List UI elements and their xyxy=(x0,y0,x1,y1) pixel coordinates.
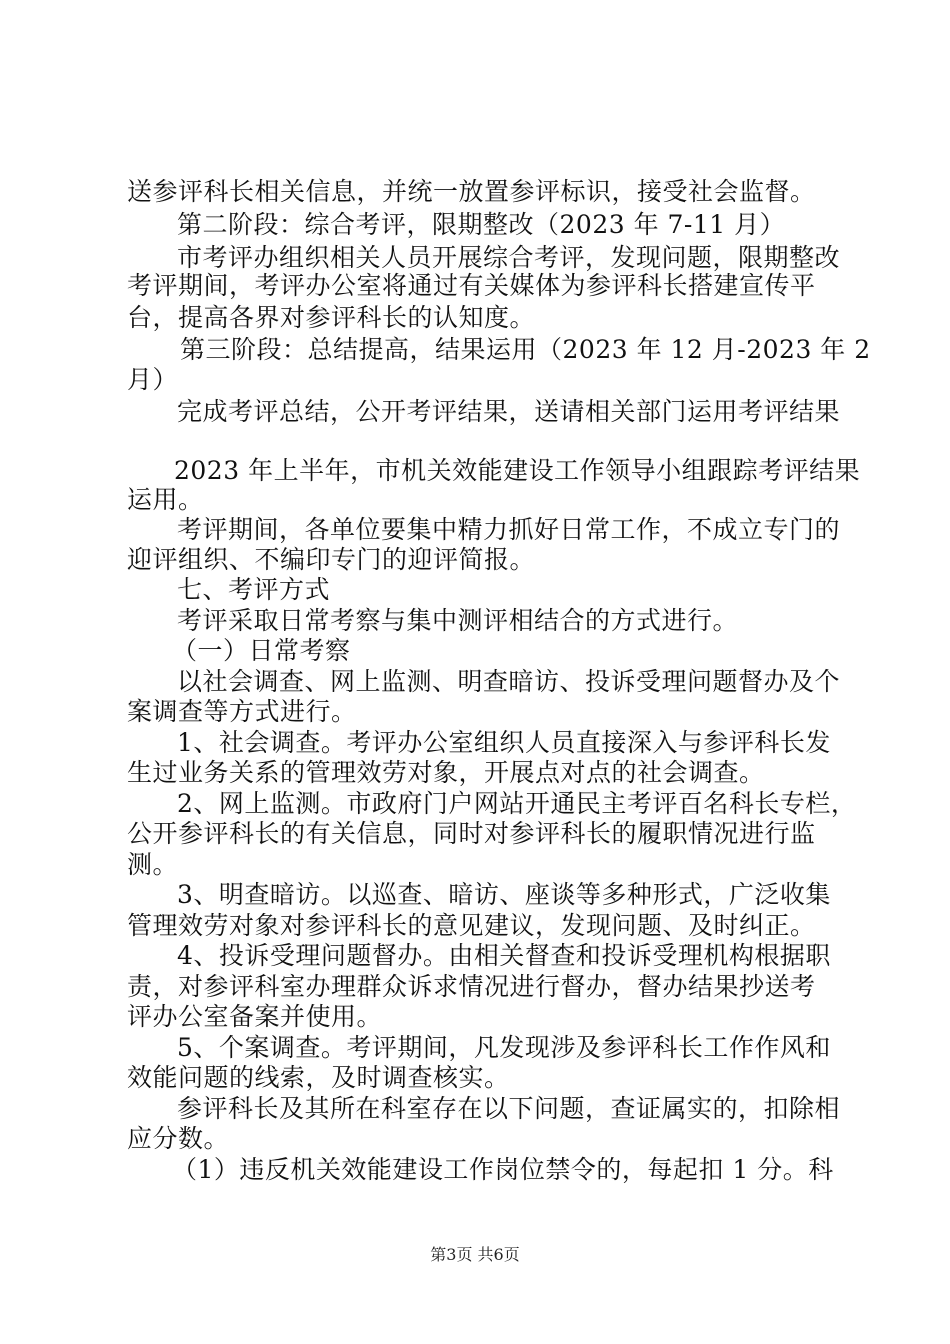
text-line: 考评期间，考评办公室将通过有关媒体为参评科长搭建宣传平 xyxy=(127,271,816,300)
text-line: 测。 xyxy=(127,850,179,879)
text-line: 参评科长及其所在科室存在以下问题，查证属实的，扣除相 xyxy=(177,1094,841,1123)
text-line: 2、网上监测。市政府门户网站开通民主考评百名科长专栏， xyxy=(177,789,857,818)
text-line: 生过业务关系的管理效劳对象，开展点对点的社会调查。 xyxy=(127,758,765,787)
text-line: 送参评科长相关信息，并统一放置参评标识，接受社会监督。 xyxy=(127,177,816,206)
text-line: 效能问题的线索，及时调查核实。 xyxy=(127,1063,510,1092)
text-line: 运用。 xyxy=(127,485,204,514)
text-line: 第二阶段：综合考评，限期整改（2023 年 7-11 月） xyxy=(177,210,786,239)
text-line: 4、投诉受理问题督办。由相关督查和投诉受理机构根据职 xyxy=(177,941,831,970)
text-line: 市考评办组织相关人员开展综合考评，发现问题，限期整改 xyxy=(177,243,841,272)
text-line: 管理效劳对象对参评科长的意见建议，发现问题、及时纠正。 xyxy=(127,911,816,940)
text-line: 考评采取日常考察与集中测评相结合的方式进行。 xyxy=(177,606,739,635)
text-line: 3、明查暗访。以巡查、暗访、座谈等多种形式，广泛收集 xyxy=(177,880,831,909)
text-line: 2023 年上半年，市机关效能建设工作领导小组跟踪考评结果 xyxy=(174,456,861,485)
text-line: 案调查等方式进行。 xyxy=(127,697,357,726)
text-line: （1）违反机关效能建设工作岗位禁令的，每起扣 1 分。科 xyxy=(172,1155,834,1184)
text-line: 迎评组织、不编印专门的迎评简报。 xyxy=(127,545,536,574)
text-line: 第三阶段：总结提高，结果运用（2023 年 12 月-2023 年 2 xyxy=(180,335,871,364)
page-footer: 第3页 共6页 xyxy=(430,1245,520,1264)
text-line: 评办公室备案并使用。 xyxy=(127,1002,383,1031)
text-line: 责，对参评科室办理群众诉求情况进行督办，督办结果抄送考 xyxy=(127,972,816,1001)
text-line: 1、社会调查。考评办公室组织人员直接深入与参评科长发 xyxy=(177,728,831,757)
text-line: 考评期间，各单位要集中精力抓好日常工作，不成立专门的 xyxy=(177,515,841,544)
section-heading: 七、考评方式 xyxy=(177,575,331,604)
text-line: 台，提高各界对参评科长的认知度。 xyxy=(127,303,536,332)
text-line: 公开参评科长的有关信息，同时对参评科长的履职情况进行监 xyxy=(127,819,816,848)
text-line: 应分数。 xyxy=(127,1124,230,1153)
text-line: 完成考评总结，公开考评结果，送请相关部门运用考评结果 xyxy=(177,397,841,426)
text-line: 月） xyxy=(127,365,179,394)
subsection-heading: （一）日常考察 xyxy=(172,636,351,665)
text-line: 以社会调查、网上监测、明查暗访、投诉受理问题督办及个 xyxy=(177,667,841,696)
text-line: 5、个案调查。考评期间，凡发现涉及参评科长工作作风和 xyxy=(177,1033,831,1062)
